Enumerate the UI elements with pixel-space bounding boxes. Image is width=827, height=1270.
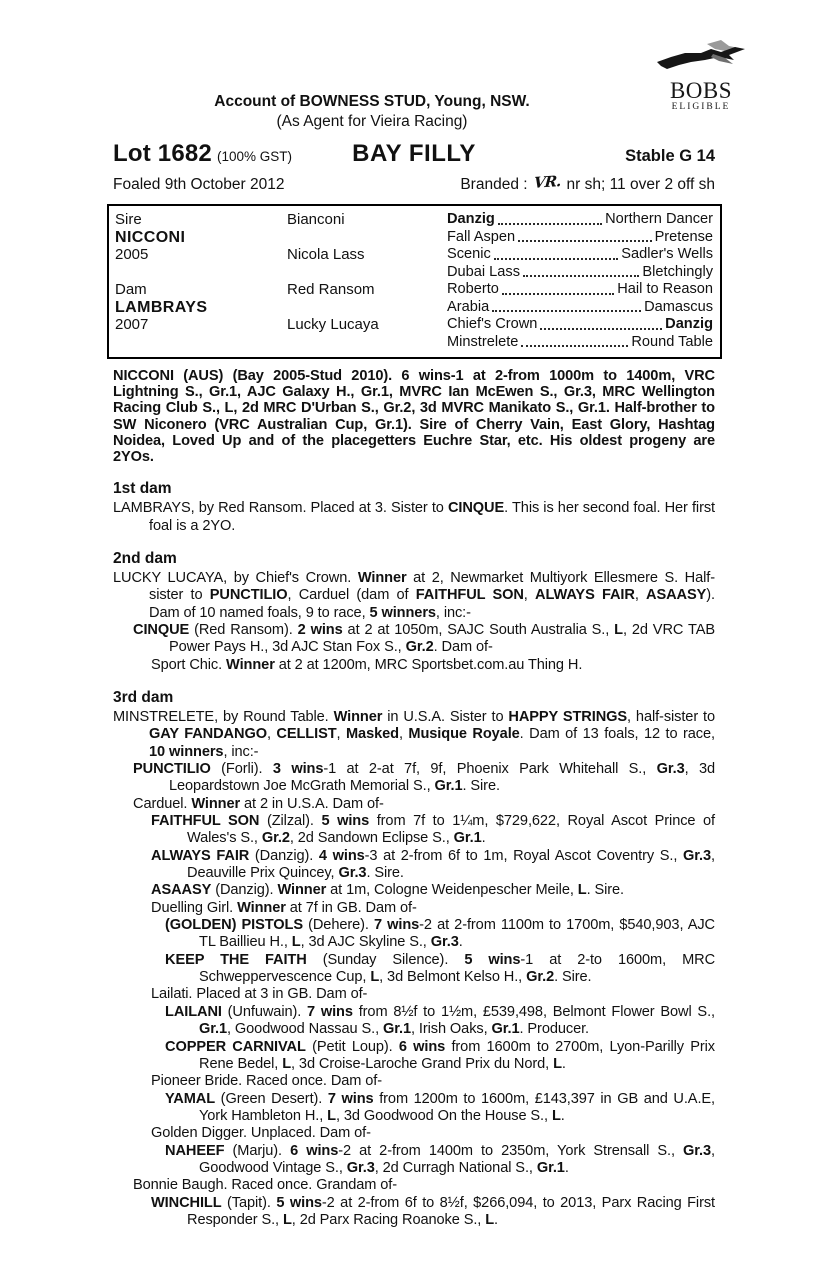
ancestor-left-name: Scenic (447, 246, 491, 262)
pedigree-entry: MINSTRELETE, by Round Table. Winner in U.S.A. Sister to HAPPY STRINGS, half-sister to GAY FANDANGO, CELLIST, Masked, Musique Royale. Dam of 13 foals, 12 to race, 10 winners, inc:- (113, 708, 715, 760)
pedigree-ancestor-line (447, 229, 713, 247)
lot-left (113, 140, 352, 168)
lot-row (113, 140, 715, 168)
pedigree-entry: LAMBRAYS, by Red Ransom. Placed at 3. Sister to CINQUE. This is her second foal. Her first foal is a 2YO. (113, 500, 715, 534)
pedigree-dam-col1 (115, 281, 287, 351)
branded-desc: nr sh; 11 over 2 off sh (566, 176, 715, 193)
bobs-logo-name: BOBS (669, 78, 733, 103)
branded-info (460, 172, 715, 194)
pedigree-sire-half (115, 211, 713, 281)
brand-mark-icon: VR. (533, 172, 561, 192)
ancestor-left-name: Danzig (447, 211, 495, 227)
pedigree-entry: Carduel. Winner at 2 in U.S.A. Dam of- (133, 795, 384, 812)
dam-year: 2007 (115, 316, 149, 333)
sire-parent1: Bianconi (287, 211, 345, 228)
pedigree-entry: LAILANI (Unfuwain). 7 wins from 8½f to 1½m, £539,498, Belmont Flower Bowl S., Gr.1, Goodwood Nassau S., Gr.1, Irish Oaks, Gr.1. Producer. (165, 1003, 715, 1038)
dot-leader (523, 275, 639, 277)
pedigree-entry: ALWAYS FAIR (Danzig). 4 wins-3 at 2-from 6f to 1m, Royal Ascot Coventry S., Gr.3, Deauville Prix Quincey, Gr.3. Sire. (151, 847, 715, 882)
dot-leader (498, 223, 602, 225)
sire-parent2: Nicola Lass (287, 246, 365, 263)
pedigree-sire-ancestors (447, 211, 713, 281)
dot-leader (494, 258, 618, 260)
dam-label: Dam (115, 281, 147, 298)
pedigree-entry: PUNCTILIO (Forli). 3 wins-1 at 2-at 7f, 9f, Phoenix Park Whitehall S., Gr.3, 3d Leopardstown Joe McGrath Memorial S., Gr.1. Sire. (133, 761, 715, 795)
ancestor-right-name: Round Table (631, 333, 713, 350)
pedigree-table (107, 204, 722, 359)
account-line: Account of BOWNESS STUD, Young, NSW. (214, 93, 530, 110)
pedigree-entry: LUCKY LUCAYA, by Chief's Crown. Winner at 2, Newmarket Multiyork Ellesmere S. Half-sister to PUNCTILIO, Carduel (dam of FAITHFUL SON, ALWAYS FAIR, ASAASY). Dam of 10 named foals, 9 to race, 5 winners, inc:- (113, 569, 715, 621)
ancestor-left-name: Dubai Lass (447, 263, 521, 280)
ancestor-right-name: Pretense (654, 228, 713, 245)
pedigree-entry: Lailati. Placed at 3 in GB. Dam of- (151, 986, 368, 1003)
ancestor-left-name: Roberto (447, 281, 499, 297)
pedigree-entry: CINQUE (Red Ransom). 2 wins at 2 at 1050m, SAJC South Australia S., L, 2d VRC TAB Power Pays H., 3d AJC Stan Fox S., Gr.2. Dam of- (133, 621, 715, 656)
pedigree-ancestor-line (447, 281, 713, 299)
pedigree-sire-col2 (287, 211, 447, 281)
sire-name: NICCONI (115, 228, 186, 246)
ancestor-right-name: Danzig (665, 316, 713, 332)
pedigree-entry: Bonnie Baugh. Raced once. Grandam of- (133, 1177, 398, 1194)
pedigree-entry: Golden Digger. Unplaced. Dam of- (151, 1125, 371, 1142)
pedigree-ancestor-line (447, 246, 713, 264)
pedigree-entry: KEEP THE FAITH (Sunday Silence). 5 wins-1 at 2-to 1600m, MRC Schweppervescence Cup, L, 3d Belmont Kelso H., Gr.2. Sire. (165, 951, 716, 986)
sire-year: 2005 (115, 246, 149, 263)
foaled-date: Foaled 9th October 2012 (113, 176, 285, 193)
pedigree-entry: NAHEEF (Marju). 6 wins-2 at 2-from 1400m to 2350m, York Strensall S., Gr.3, Goodwood Vintage S., Gr.3, 2d Curragh National S., Gr.1. (165, 1142, 715, 1176)
pedigree-sire-col1 (115, 211, 287, 281)
dot-leader (521, 345, 628, 347)
dot-leader (540, 328, 662, 330)
pedigree-entry: Duelling Girl. Winner at 7f in GB. Dam of- (151, 899, 417, 916)
pedigree-dam-half (115, 281, 713, 351)
gst-note: (100% GST) (216, 149, 293, 164)
lot-number: Lot 1682 (113, 140, 212, 167)
pedigree-ancestor-line (447, 334, 713, 352)
dam-section-heading: 2nd dam (113, 549, 177, 567)
pedigree-entry: (GOLDEN) PISTOLS (Dehere). 7 wins-2 at 2-from 1100m to 1700m, $540,903, AJC TL Baillieu H., L, 3d AJC Skyline S., Gr.3. (165, 917, 715, 951)
pedigree-entry: Sport Chic. Winner at 2 at 1200m, MRC Sportsbet.com.au Thing H. (151, 656, 583, 673)
pedigree-entry: FAITHFUL SON (Zilzal). 5 wins from 7f to 1¼m, $729,622, Royal Ascot Prince of Wales's S., Gr.2, 2d Sandown Eclipse S., Gr.1. (151, 813, 715, 847)
pedigree-entry: COPPER CARNIVAL (Petit Loup). 6 wins from 1600m to 2700m, Lyon-Parilly Prix Rene Bedel, L, 3d Croise-Laroche Grand Prix du Nord, L. (165, 1038, 715, 1072)
dot-leader (518, 240, 651, 242)
pedigree-ancestor-line (447, 299, 713, 317)
agent-line: (As Agent for Vieira Racing) (276, 113, 468, 130)
sire-note: NICCONI (AUS) (Bay 2005-Stud 2010). 6 wins-1 at 2-from 1000m to 1400m, VRC Lightning S., Gr.1, AJC Galaxy H., Gr.1, MVRC Ian McEwen S., Gr.3, MRC Wellington Racing Club S., L, 2d MRC D'Urban S., Gr.2, 3d MVRC Manikato S., Gr.1. Half-brother to SW Niconero (VRC Australian Cup, Gr.1). Sire of Cherry Vain, East Glory, Hashtag Noidea, Loved Up and of the placegetters Euchre Star, etc. His oldest progeny are 2YOs. (113, 368, 715, 466)
pedigree-entry: ASAASY (Danzig). Winner at 1m, Cologne Weidenpescher Meile, L. Sire. (151, 882, 624, 899)
sex-title: BAY FILLY (352, 140, 476, 167)
ancestor-right-name: Sadler's Wells (621, 246, 713, 262)
dot-leader (502, 293, 614, 295)
dam-sections (113, 480, 715, 1229)
pedigree-entry: YAMAL (Green Desert). 7 wins from 1200m to 1600m, £143,397 in GB and U.A.E, York Hambleton H., L, 3d Goodwood On the House S., L. (165, 1090, 715, 1124)
ancestor-left-name: Chief's Crown (447, 316, 538, 332)
pedigree-ancestor-line (447, 264, 713, 282)
pedigree-entry: Pioneer Bride. Raced once. Dam of- (151, 1073, 383, 1090)
foal-row (113, 172, 715, 194)
ancestor-right-name: Northern Dancer (605, 211, 713, 227)
ancestor-right-name: Bletchingly (642, 263, 713, 280)
dam-parent1: Red Ransom (287, 281, 375, 298)
bobs-horse-icon (655, 38, 747, 78)
pedigree-ancestor-line (447, 211, 713, 229)
ancestor-left-name: Arabia (447, 298, 490, 315)
sire-label: Sire (115, 211, 142, 228)
ancestor-right-name: Hail to Reason (617, 281, 713, 297)
bobs-logo (651, 38, 751, 113)
dam-parent2: Lucky Lucaya (287, 316, 379, 333)
dam-section-heading: 1st dam (113, 480, 172, 498)
ancestor-left-name: Minstrelete (447, 333, 519, 350)
pedigree-dam-col2 (287, 281, 447, 351)
branded-label: Branded : (460, 176, 528, 193)
dam-section-heading: 3rd dam (113, 688, 174, 706)
bobs-logo-subtitle: ELIGIBLE (671, 102, 731, 112)
ancestor-right-name: Damascus (644, 298, 713, 315)
dot-leader (492, 310, 641, 312)
pedigree-dam-ancestors (447, 281, 713, 351)
dam-name: LAMBRAYS (115, 298, 208, 316)
stable-number: Stable G 14 (625, 147, 715, 165)
ancestor-left-name: Fall Aspen (447, 228, 516, 245)
pedigree-ancestor-line (447, 316, 713, 334)
pedigree-entry: WINCHILL (Tapit). 5 wins-2 at 2-from 6f to 8½f, $266,094, to 2013, Parx Racing First Responder S., L, 2d Parx Racing Roanoke S., L. (151, 1194, 715, 1228)
